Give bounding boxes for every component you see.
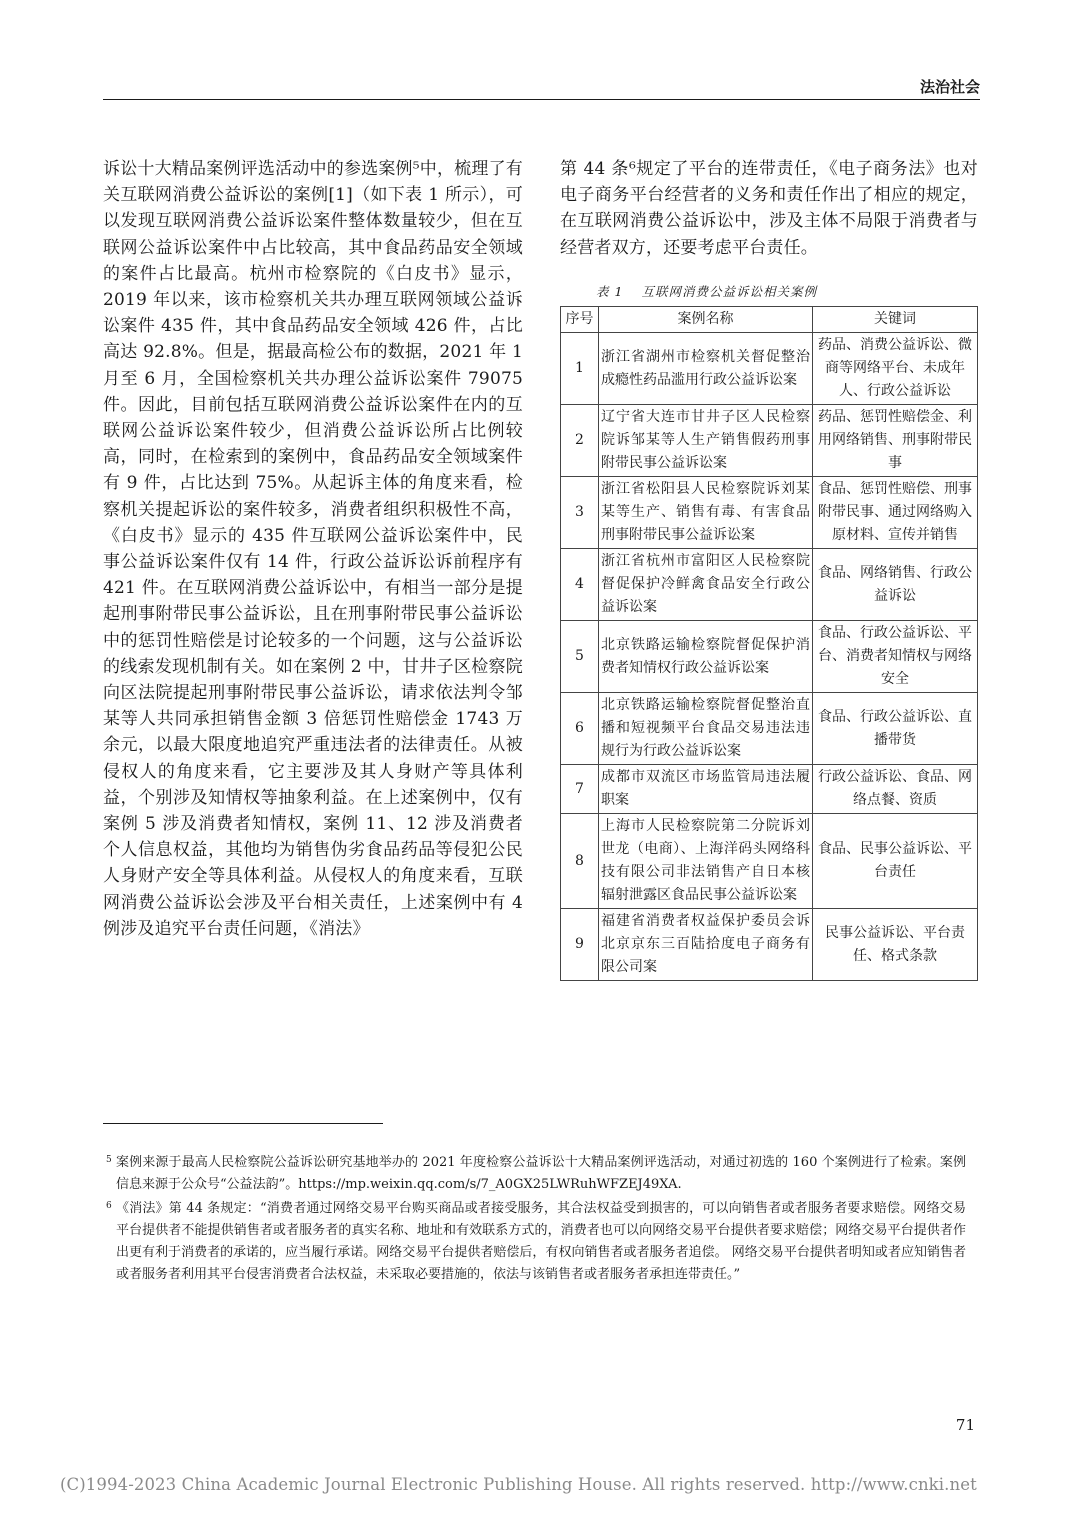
case-name: 浙江省湖州市检察机关督促整治成瘾性药品滥用行政公益诉讼案: [599, 333, 813, 405]
body-text-left-column: 诉讼十大精品案例评选活动中的参选案例⁵中，梳理了有关互联网消费公益诉讼的案例[1]（如下表 1 所示），可以发现互联网消费公益诉讼案件整体数量较少，但在互联网公益诉讼案件中占比较高，其中食品药品安全领域的案件占比最高。杭州市检察院的《白皮书》显示，2019 年以来，该市检察机关共办理互联网领域公益诉讼案件 435 件，其中食品药品安全领域 426 件，占比高达 92.8%。但是，据最高检公布的数据，2021 年 1 月至 6 月，全国检察机关共办理公益诉讼案件 79075 件。因此，目前包括互联网消费公益诉讼案件在内的互联网公益诉讼案件较少，但消费公益诉讼所占比例较高，同时，在检索到的案例中，食品药品安全领域案件有 9 件，占比达到 75%。从起诉主体的角度来看，检察机关提起诉讼的案件较多，消费者组织积极性不高，《白皮书》显示的 435 件互联网公益诉讼案件中，民事公益诉讼案件仅有 14 件，行政公益诉讼诉前程序有 421 件。在互联网消费公益诉讼中，有相当一部分是提起刑事附带民事公益诉讼，且在刑事附带民事公益诉讼中的惩罚性赔偿是讨论较多的一个问题，这与公益诉讼的线索发现机制有关。如在案例 2 中，甘井子区检察院向区法院提起刑事附带民事公益诉讼，请求依法判令邹某等人共同承担销售金额 3 倍惩罚性赔偿金 1743 万余元，以最大限度地追究严重违法者的法律责任。从被侵权人的角度来看，它主要涉及其人身财产等具体利益，个别涉及知情权等抽象利益。在上述案例中，仅有案例 5 涉及消费者知情权，案例 11、12 涉及消费者个人信息权益，其他均为销售伪劣食品药品等侵犯公民人身财产安全等具体利益。从侵权人的角度来看，互联网消费公益诉讼会涉及平台相关责任，上述案例中有 4 例涉及追究平台责任问题，《消法》: [103, 159, 523, 939]
case-keywords: 食品、行政公益诉讼、直播带货: [813, 693, 978, 765]
case-name: 浙江省松阳县人民检察院诉刘某某等生产、销售有毒、有害食品刑事附带民事公益诉讼案: [599, 477, 813, 549]
table-row: [561, 909, 978, 981]
case-number: 9: [561, 909, 599, 981]
case-name: 福建省消费者权益保护委员会诉北京京东三百陆拾度电子商务有限公司案: [599, 909, 813, 981]
running-header: 法治社会: [919, 78, 980, 96]
case-number: 6: [561, 693, 599, 765]
column-header-number: 序号: [561, 307, 599, 333]
column-header-case-name: 案例名称: [599, 307, 813, 333]
case-name: 成都市双流区市场监管局违法履职案: [599, 765, 813, 814]
case-number: 8: [561, 814, 599, 909]
case-keywords: 药品、惩罚性赔偿金、利用网络销售、刑事附带民事: [813, 405, 978, 477]
table-row: [561, 333, 978, 405]
table-row: [561, 477, 978, 549]
case-keywords: 食品、网络销售、行政公益诉讼: [813, 549, 978, 621]
table-row: [561, 765, 978, 814]
case-keywords: 民事公益诉讼、平台责任、格式条款: [813, 909, 978, 981]
table-row: [561, 814, 978, 909]
case-name: 上海市人民检察院第二分院诉刘世龙（电商）、上海洋码头网络科技有限公司非法销售产自日本核辐射泄露区食品民事公益诉讼案: [599, 814, 813, 909]
table-caption: [560, 283, 978, 301]
body-text-right-column: 第 44 条⁶规定了平台的连带责任，《电子商务法》也对电子商务平台经营者的义务和责任作出了相应的规定，在互联网消费公益诉讼中，涉及主体不局限于消费者与经营者双方，还要考虑平台责任。: [560, 159, 978, 258]
footnote-rule: [103, 1123, 383, 1124]
table-caption-title: 互联网消费公益诉讼相关案例: [641, 284, 817, 299]
case-name: 浙江省杭州市富阳区人民检察院督促保护冷鲜禽食品安全行政公益诉讼案: [599, 549, 813, 621]
case-keywords: 食品、惩罚性赔偿、刑事附带民事、通过网络购入原材料、宣传并销售: [813, 477, 978, 549]
footnote-text: 《消法》第 44 条规定：“消费者通过网络交易平台购买商品或者接受服务，其合法权益受到损害的，可以向销售者或者服务者要求赔偿。网络交易平台提供者不能提供销售者或者服务者的真实名称、地址和有效联系方式的，消费者也可以向网络交易平台提供者要求赔偿；网络交易平台提供者作出更有利于消费者的承诺的，应当履行承诺。网络交易平台提供者赔偿后，有权向销售者或者服务者追偿。 网络交易平台提供者明知或者应知销售者或者服务者利用其平台侵害消费者合法权益，未采取必要措施的，依法与该销售者或者服务者承担连带责任。”: [116, 1201, 966, 1282]
page-number: 71: [955, 1416, 975, 1434]
footnote-6: [106, 1198, 966, 1286]
table-row: [561, 621, 978, 693]
case-keywords: 药品、消费公益诉讼、微商等网络平台、未成年人、行政公益诉讼: [813, 333, 978, 405]
table-header-row: [561, 307, 978, 333]
case-number: 7: [561, 765, 599, 814]
column-header-keywords: 关键词: [813, 307, 978, 333]
table-row: [561, 405, 978, 477]
case-keywords: 行政公益诉讼、食品、网络点餐、资质: [813, 765, 978, 814]
case-number: 5: [561, 621, 599, 693]
footnote-text: 案例来源于最高人民检察院公益诉讼研究基地举办的 2021 年度检察公益诉讼十大精品案例评选活动，对通过初选的 160 个案例进行了检索。案例信息来源于公众号“公益法韵”。https://mp.weixin.qq.com/s/7_A0GX25LWRuhWFZEJ49XA.: [116, 1155, 966, 1192]
footnote-5: [106, 1152, 966, 1196]
case-keywords: 食品、行政公益诉讼、平台、消费者知情权与网络安全: [813, 621, 978, 693]
case-number: 4: [561, 549, 599, 621]
table-caption-label: 表 1: [596, 284, 624, 299]
cases-table: [560, 306, 978, 981]
footnote-mark: 6: [106, 1201, 112, 1211]
case-name: 辽宁省大连市甘井子区人民检察院诉邹某等人生产销售假药刑事附带民事公益诉讼案: [599, 405, 813, 477]
case-number: 3: [561, 477, 599, 549]
case-name: 北京铁路运输检察院督促整治直播和短视频平台食品交易违法违规行为行政公益诉讼案: [599, 693, 813, 765]
footnote-mark: 5: [106, 1155, 112, 1165]
table-row: [561, 693, 978, 765]
table-row: [561, 549, 978, 621]
case-number: 1: [561, 333, 599, 405]
case-keywords: 食品、民事公益诉讼、平台责任: [813, 814, 978, 909]
case-number: 2: [561, 405, 599, 477]
header-rule: [103, 99, 980, 100]
copyright-watermark: (C)1994-2023 China Academic Journal Electronic Publishing House. All rights reserved. http://www.cnki.net: [60, 1475, 977, 1494]
case-name: 北京铁路运输检察院督促保护消费者知情权行政公益诉讼案: [599, 621, 813, 693]
